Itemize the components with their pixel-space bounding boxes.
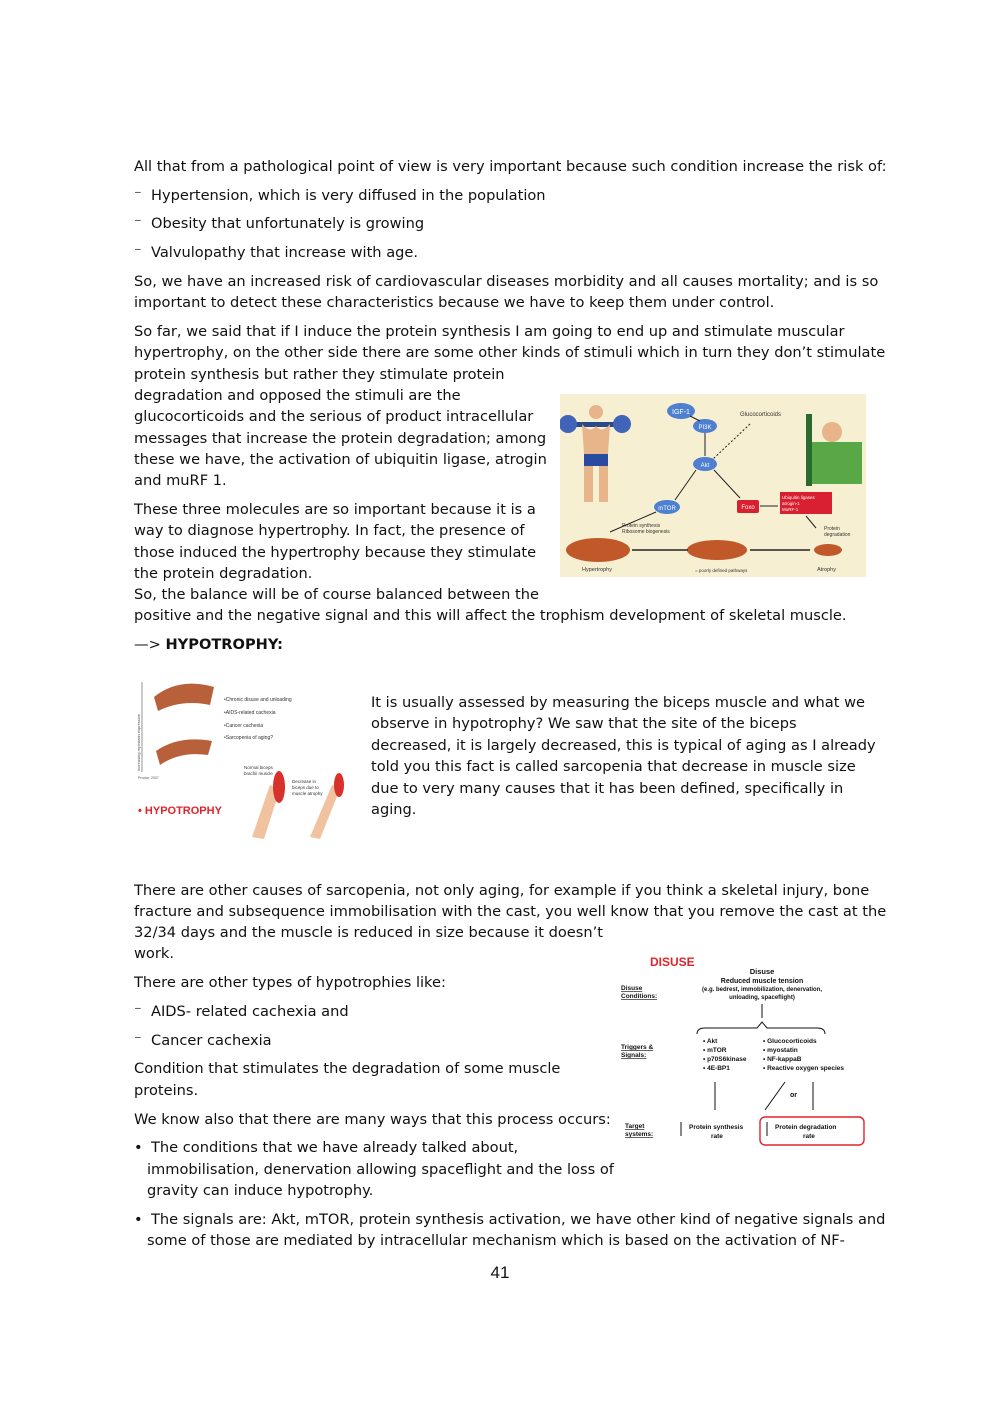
degradation-label: Protein xyxy=(824,526,840,532)
disuse-header: Disuse xyxy=(749,967,775,976)
credit-label: Proctor, 2007 xyxy=(138,776,159,780)
row-label: Signals: xyxy=(621,1052,647,1059)
target-synthesis: Protein synthesis xyxy=(689,1124,744,1131)
cause-item: •Sarcopenia of aging? xyxy=(224,735,274,741)
paragraph-line: protein synthesis but rather they stimulate protein xyxy=(134,366,505,383)
paragraph-line: those induced the hypertrophy because they stimulate xyxy=(134,544,537,561)
row-label: Triggers & xyxy=(621,1044,654,1051)
paragraph-line: So, the balance will be of course balanced between the xyxy=(134,586,539,603)
intro-text: All that from a pathological point of view is very important because such condition increase the risk of: xyxy=(134,158,887,175)
paragraph-line: hypertrophy, on the other side there are some other kinds of stimuli which in turn they don’t stimulate xyxy=(134,344,886,361)
ligase-label: MuRF-1 xyxy=(782,507,799,512)
paragraph-line: degradation and opposed the stimuli are the xyxy=(134,387,461,404)
pi3k-node: PI3K xyxy=(698,425,712,431)
left-signal: • Akt xyxy=(703,1038,718,1045)
cause-item: •Cancer cachexia xyxy=(224,723,263,729)
cachexia-item: ⁻ Cancer cachexia xyxy=(134,1032,272,1049)
paragraph-line: glucocorticoids and the serious of product intracellular xyxy=(134,408,534,425)
akt-node: Akt xyxy=(700,463,710,469)
right-signal: • NF-kappaB xyxy=(763,1056,802,1063)
synthesis-label: Protein synthesis xyxy=(622,523,661,529)
hypertrophy-atrophy-figure xyxy=(560,394,866,577)
cachexia-item: ⁻ AIDS- related cachexia and xyxy=(134,1003,349,1020)
disuse-header: (e.g. bedrest, immobilization, denervation, xyxy=(701,987,823,993)
left-signal: • p70S6kinase xyxy=(703,1056,747,1063)
cause-item: •AIDS-related cachexia xyxy=(224,710,276,716)
degradation-label: degradation xyxy=(824,532,851,538)
row-label: Conditions: xyxy=(621,993,658,1000)
or-label: or xyxy=(790,1092,797,1099)
paragraph-line: way to diagnose hypertrophy. In fact, the presence of xyxy=(134,522,525,539)
risk-item: ⁻ Valvulopathy that increase with age. xyxy=(134,244,419,261)
bullet-item: • The conditions that we have already talked about, xyxy=(134,1139,519,1156)
hypotrophy-figure xyxy=(134,677,356,848)
paragraph-line: messages that increase the protein degradation; among xyxy=(134,430,547,447)
row-label: Disuse xyxy=(621,985,643,992)
row-label: systems: xyxy=(625,1131,654,1138)
paragraph-line: these we have, the activation of ubiquitin ligase, atrogin xyxy=(134,451,547,468)
bullet-continuation: some of those are mediated by intracellular mechanism which is based on the activation of NF- xyxy=(147,1232,845,1249)
left-signal: • mTOR xyxy=(703,1047,727,1054)
yaxis-label: Increasing myostatin expression xyxy=(136,713,141,771)
risk-item: ⁻ Hypertension, which is very diffused in the population xyxy=(134,187,546,204)
bullet-continuation: gravity can induce hypotrophy. xyxy=(147,1182,374,1199)
hypertrophy-label: Hypertrophy xyxy=(582,567,612,573)
decrease-label: Decrease in xyxy=(292,779,317,784)
paragraph-line: positive and the negative signal and this will affect the trophism development of skeletal muscle. xyxy=(134,607,847,624)
right-signal: • Glucocorticoids xyxy=(763,1038,817,1045)
ligase-label: Ubiquitin ligases xyxy=(782,495,815,500)
paragraph-line: proteins. xyxy=(134,1082,199,1099)
disuse-header: Reduced muscle tension xyxy=(720,978,804,985)
left-signal: • 4E-BP1 xyxy=(703,1065,730,1072)
cause-item: •Chronic disuse and unloading xyxy=(224,697,292,703)
paragraph-line: There are other types of hypotrophies like: xyxy=(134,974,446,991)
ligase-label: atrogin-1 xyxy=(782,501,800,506)
paragraph-line: We know also that there are many ways that this process occurs: xyxy=(134,1111,611,1128)
section-heading: —> HYPOTROPHY: xyxy=(134,636,283,653)
right-signal: • Reactive oxygen species xyxy=(763,1065,845,1072)
paragraph-line: fracture and subsequence immobilisation with the cast, you well know that you remove the cast at the xyxy=(134,903,887,920)
normal-label: brachii muscle xyxy=(244,771,273,776)
bullet-item: • The signals are: Akt, mTOR, protein synthesis activation, we have other kind of negative signals and xyxy=(134,1211,886,1228)
target-degradation: Protein degradation xyxy=(775,1124,837,1131)
paragraph-line: important to detect these characteristics because we have to keep them under control. xyxy=(134,294,775,311)
normal-label: Normal biceps xyxy=(244,765,273,770)
right-signal: • myostatin xyxy=(763,1047,798,1054)
legend-label: = poorly defined pathways xyxy=(695,568,748,573)
paragraph-line: the protein degradation. xyxy=(134,565,313,582)
hypotrophy-title: • HYPOTROPHY xyxy=(138,805,222,817)
paragraph-line: So far, we said that if I induce the protein synthesis I am going to end up and stimulate muscular xyxy=(134,323,845,340)
disuse-title: DISUSE xyxy=(650,955,695,969)
mtor-node: mTOR xyxy=(658,506,676,512)
page-number: 41 xyxy=(490,1263,510,1282)
disuse-diagram xyxy=(617,950,867,1150)
paragraph-line: There are other causes of sarcopenia, not only aging, for example if you think a skeletal injury, bone xyxy=(134,882,870,899)
row-label: Target xyxy=(625,1123,645,1130)
glucocorticoids-label: Glucocorticoids xyxy=(740,412,782,418)
synthesis-label: Ribosome biogenesis xyxy=(622,529,670,535)
paragraph-line: and muRF 1. xyxy=(134,472,227,489)
paragraph-line: Condition that stimulates the degradation of some muscle xyxy=(134,1060,561,1077)
paragraph-line: So, we have an increased risk of cardiovascular diseases morbidity and all causes mortality; and is so xyxy=(134,273,879,290)
paragraph-line: These three molecules are so important because it is a xyxy=(134,501,536,518)
decrease-label: biceps due to xyxy=(292,785,319,790)
atrophy-label: Atrophy xyxy=(817,567,836,573)
igf-node: IGF-1 xyxy=(672,409,690,416)
risk-item: ⁻ Obesity that unfortunately is growing xyxy=(134,215,425,232)
target-synthesis: rate xyxy=(711,1133,723,1140)
bullet-continuation: immobilisation, denervation allowing spaceflight and the loss of xyxy=(147,1161,614,1178)
paragraph-line: work. xyxy=(134,945,174,962)
foxo-node: Foxo xyxy=(741,505,755,511)
disuse-header: unloading, spaceflight) xyxy=(729,995,795,1001)
decrease-label: muscle atrophy xyxy=(292,791,323,796)
hypotrophy-paragraph: It is usually assessed by measuring the biceps muscle and what we observe in hypotrophy? We saw that the site of the biceps decreased, it is largely decreased, this is typical of aging as I already told you this fact is called sarcopenia that decrease in muscle size due to very many causes that it has been defined, specifically in aging. xyxy=(371,694,876,819)
paragraph-line: 32/34 days and the muscle is reduced in size because it doesn’t xyxy=(134,924,603,941)
target-degradation: rate xyxy=(803,1133,815,1140)
